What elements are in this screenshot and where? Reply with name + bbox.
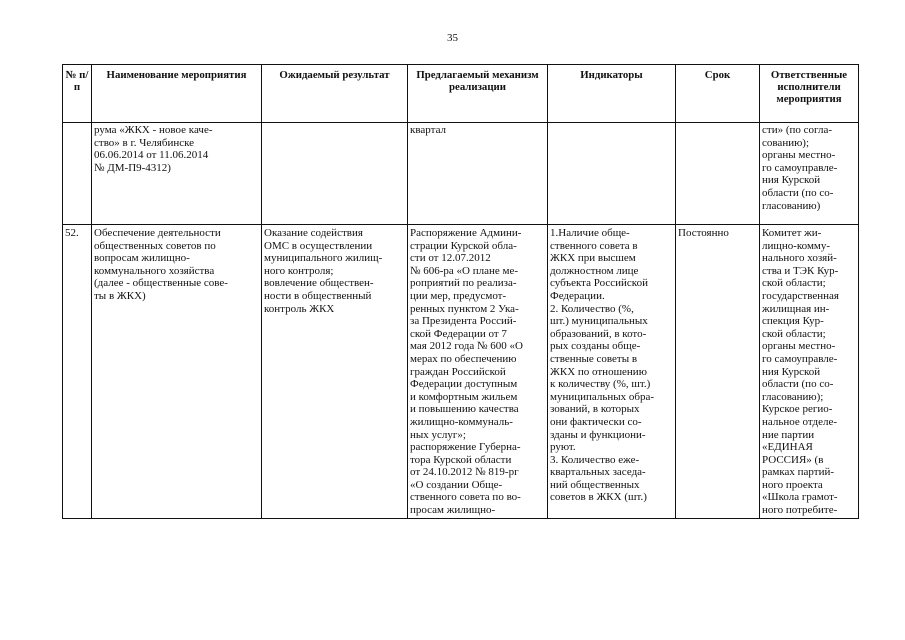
cell-text-line: тора Курской области	[410, 453, 512, 466]
cell-indicators	[548, 123, 676, 225]
cell-text-line: 06.06.2014 от 11.06.2014	[94, 149, 209, 162]
cell-text-line: сти от 12.07.2012	[410, 252, 491, 265]
cell-text-line: области (по со-	[762, 186, 834, 199]
cell-indicators	[548, 225, 676, 519]
cell-text-line: № 606-ра «О плане ме-	[410, 264, 519, 277]
cell-mechanism	[408, 123, 548, 225]
cell-text-line: лищно-комму-	[762, 239, 831, 252]
cell-text-line: (далее - общественные сове-	[94, 277, 228, 290]
cell-text-line: го самоуправле-	[762, 352, 838, 365]
cell-text-line: гласованию)	[762, 199, 821, 212]
cell-text-line: граждан Российской	[410, 365, 506, 378]
cell-text-line: го самоуправле-	[762, 161, 838, 174]
cell-text-line: распоряжение Губерна-	[410, 441, 521, 454]
page-number: 35	[447, 32, 458, 44]
cell-text-line: 3. Количество еже-	[550, 453, 640, 466]
cell-text-line: государственная	[762, 289, 839, 302]
cell-text-line: за Президента Россий-	[410, 315, 517, 328]
cell-text-line: муниципального жилищ-	[264, 252, 383, 265]
cell-text-line: ской области;	[762, 327, 826, 340]
cell-text-line: рамках партий-	[762, 466, 835, 479]
cell-text-line: вопросам жилищно-	[94, 252, 190, 265]
cell-event-name	[92, 225, 262, 519]
cell-text-line: ния Курской	[762, 365, 821, 378]
cell-text-line: советов в ЖКХ (шт.)	[550, 491, 647, 504]
header-expected-result: Ожидаемый результат	[262, 65, 408, 123]
cell-event-name	[92, 123, 262, 225]
cell-text-line: 2. Количество (%,	[550, 302, 634, 315]
cell-text-line: и повышению качества	[410, 403, 519, 416]
cell-text-line: муниципальных обра-	[550, 390, 655, 403]
cell-text-line: зданы и функциони-	[550, 428, 646, 441]
cell-text-line: должностном лице	[550, 264, 639, 277]
cell-text-line: ния Курской	[762, 174, 821, 187]
cell-text-line: зований, в которых	[550, 403, 640, 416]
cell-text-line: и комфортным жильем	[410, 390, 518, 403]
cell-text-line: Федерации доступным	[410, 378, 518, 391]
cell-text-line: ственного совета в	[550, 239, 638, 252]
cell-text-line: рума «ЖКХ - новое каче-	[94, 124, 213, 136]
cell-text-line: Обеспечение деятельности	[94, 227, 221, 239]
cell-text-line: ных услуг»;	[410, 428, 466, 441]
cell-text-line: от 24.10.2012 № 819-рг	[410, 466, 519, 479]
cell-expected-result	[262, 123, 408, 225]
table-row	[63, 225, 859, 519]
cell-text-line: Оказание содействия	[264, 227, 363, 239]
cell-text-line: квартал	[410, 124, 447, 136]
cell-text-line: гласованию);	[762, 390, 824, 403]
header-mechanism: Предлагаемый механизм реализации	[408, 65, 548, 123]
cell-number: 52.	[63, 225, 92, 519]
cell-text-line: ного потребите-	[762, 504, 838, 517]
header-responsible: Ответственные исполнители мероприятия	[760, 65, 859, 123]
cell-text-line: мая 2012 года № 600 «О	[410, 340, 523, 353]
cell-text-line: органы местно-	[762, 149, 836, 162]
cell-text-line: ской Федерации от 7	[410, 327, 507, 340]
cell-text-line: шт.) муниципальных	[550, 315, 648, 328]
cell-text-line: мерах по обеспечению	[410, 352, 517, 365]
cell-mechanism	[408, 225, 548, 519]
header-indicators: Индикаторы	[548, 65, 676, 123]
cell-text-line: Постоянно	[678, 227, 729, 239]
cell-text-line: ного контроля;	[264, 264, 334, 277]
cell-text-line: области (по со-	[762, 378, 834, 391]
cell-text-line: контроль ЖКХ	[264, 302, 335, 315]
cell-text-line: просам жилищно-	[410, 504, 496, 517]
cell-text-line: ЖКХ при высшем	[550, 252, 636, 265]
cell-text-line: ного проекта	[762, 478, 823, 491]
cell-text-line: ОМС в осуществлении	[264, 239, 373, 252]
cell-responsible	[760, 225, 859, 519]
cell-text-line: сти» (по согла-	[762, 124, 832, 136]
cell-text-line: рых созданы обще-	[550, 340, 641, 353]
table-header-row	[63, 65, 859, 123]
cell-text-line: «ЕДИНАЯ	[762, 441, 813, 454]
cell-text-line: вовлечение обществен-	[264, 277, 374, 290]
table-row	[63, 123, 859, 225]
cell-text-line: ство» в г. Челябинске	[94, 136, 195, 149]
cell-text-line: ренных пунктом 2 Ука-	[410, 302, 519, 315]
cell-text-line: квартальных заседа-	[550, 466, 646, 479]
cell-text-line: сованию);	[762, 136, 810, 149]
cell-text-line: субъекта Российской	[550, 277, 648, 290]
cell-text-line: ственного совета по во-	[410, 491, 521, 504]
header-term: Срок	[676, 65, 760, 123]
cell-text-line: Курское регио-	[762, 403, 833, 416]
cell-expected-result	[262, 225, 408, 519]
cell-text-line: ности в общественный	[264, 289, 372, 302]
cell-text-line: общественных советов по	[94, 239, 216, 252]
cell-text-line: коммунального хозяйства	[94, 264, 215, 277]
cell-text-line: ЖКХ по отношению	[550, 365, 647, 378]
cell-text-line: ственные советы в	[550, 352, 638, 365]
cell-term	[676, 225, 760, 519]
cell-text-line: они фактически со-	[550, 415, 642, 428]
cell-text-line: «О создании Обще-	[410, 478, 503, 491]
cell-text-line: спекция Кур-	[762, 315, 824, 328]
cell-text-line: к количеству (%, шт.)	[550, 378, 651, 391]
measures-table	[62, 64, 859, 519]
cell-text-line: руют.	[550, 441, 576, 454]
cell-text-line: ты в ЖКХ)	[94, 289, 146, 302]
cell-text-line: нального хозяй-	[762, 252, 837, 265]
cell-text-line: жилищная ин-	[762, 302, 830, 315]
cell-text-line: Распоряжение Админи-	[410, 227, 522, 239]
cell-text-line: ний общественных	[550, 478, 640, 491]
cell-text-line: роприятий по реализа-	[410, 277, 517, 290]
cell-text-line: 1.Наличие обще-	[550, 227, 630, 239]
cell-text-line: образований, в кото-	[550, 327, 647, 340]
cell-text-line: нальное отделе-	[762, 415, 838, 428]
header-event-name: Наименование мероприятия	[92, 65, 262, 123]
cell-term	[676, 123, 760, 225]
cell-responsible	[760, 123, 859, 225]
cell-text-line: страции Курской обла-	[410, 239, 517, 252]
cell-text-line: РОССИЯ» (в	[762, 453, 824, 466]
cell-text-line: ства и ТЭК Кур-	[762, 264, 839, 277]
header-number: № п/п	[63, 65, 92, 123]
cell-text-line: Федерации.	[550, 289, 605, 302]
cell-text-line: «Школа грамот-	[762, 491, 838, 504]
cell-text-line: № ДМ-П9-4312)	[94, 161, 171, 174]
cell-text-line: ской области;	[762, 277, 826, 290]
cell-text-line: Комитет жи-	[762, 227, 822, 239]
cell-text-line: органы местно-	[762, 340, 836, 353]
cell-text-line: ние партии	[762, 428, 815, 441]
cell-text-line: жилищно-коммуналь-	[410, 415, 513, 428]
cell-text-line: ции мер, предусмот-	[410, 289, 507, 302]
cell-number	[63, 123, 92, 225]
